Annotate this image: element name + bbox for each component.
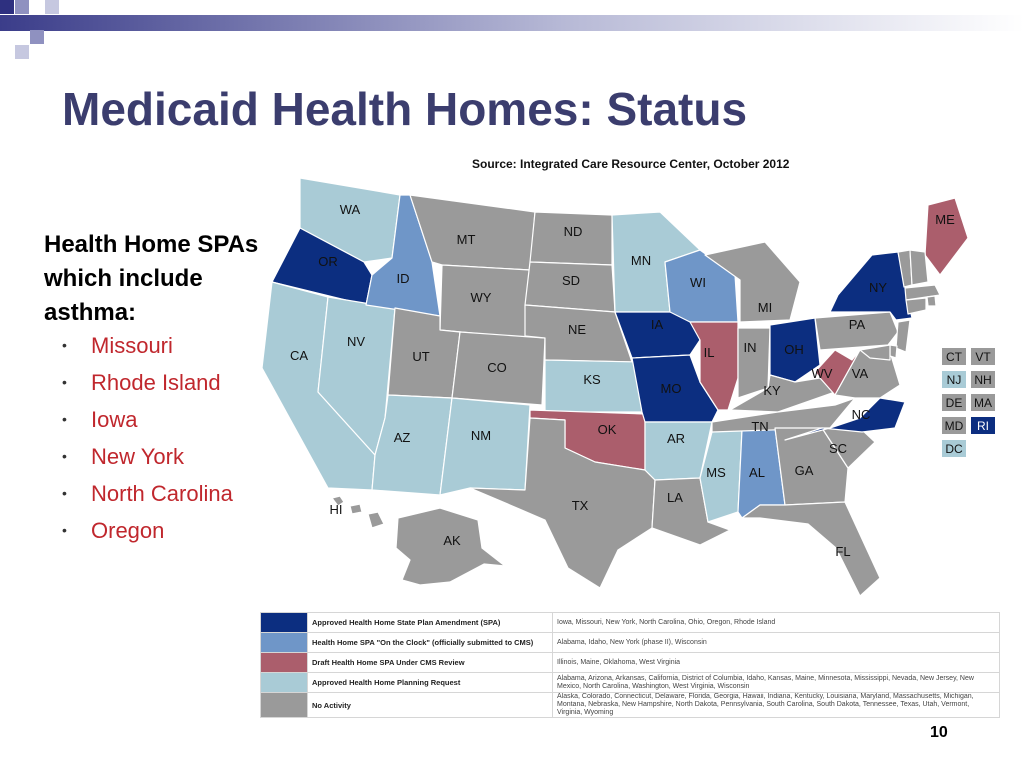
state-shape [440,398,530,495]
small-state-box: DC [941,439,967,458]
state-label: WA [339,202,361,217]
legend-label: Draft Health Home SPA Under CMS Review [308,653,553,673]
state-label: NM [470,428,492,443]
us-status-map [255,168,1024,608]
status-legend [260,612,1000,718]
state-label: AZ [393,430,411,445]
state-label: TX [571,498,589,513]
state-label: NC [851,407,871,422]
state-label: WI [690,275,706,290]
state-label: UT [412,349,430,364]
state-label: NV [346,334,366,349]
bullet-item: • Rhode Island [62,370,233,407]
state-label: SC [828,441,848,456]
state-shape [927,296,936,306]
legend-row [261,693,1000,718]
state-label: ID [396,271,410,286]
state-label: MT [456,232,476,247]
state-label: IN [743,340,757,355]
state-shape [910,250,928,285]
bullet-heading: Health Home SPAs which include asthma: [44,231,259,326]
state-label: SD [561,273,581,288]
bullet-item: • North Carolina [62,481,233,518]
state-label: AR [666,431,686,446]
slide-title: Medicaid Health Homes: Status [62,83,748,135]
state-label: NE [567,322,587,337]
state-label: AL [749,465,765,480]
legend-swatch [261,673,308,693]
legend-row [261,613,1000,633]
small-state-box: MA [970,393,996,412]
state-label: OH [784,342,804,357]
small-state-box: RI [970,416,996,435]
legend-states: Iowa, Missouri, New York, North Carolina, Ohio, Oregon, Rhode Island [553,613,1000,633]
state-label: CO [487,360,507,375]
legend-swatch [261,613,308,633]
small-state-box: NH [970,370,996,389]
state-label: IA [650,317,664,332]
state-shape [906,298,926,314]
legend-label: Approved Health Home State Plan Amendment (SPA) [308,613,553,633]
state-label: VA [851,366,869,381]
state-label: IL [703,345,715,360]
state-label: HI [329,502,343,517]
small-state-box: NJ [941,370,967,389]
state-label: AK [443,533,461,548]
state-label: GA [794,463,814,478]
state-label: PA [848,317,866,332]
state-label: OR [318,254,338,269]
state-label: MO [660,381,682,396]
legend-states: Alabama, Arizona, Arkansas, California, District of Columbia, Idaho, Kansas, Maine, Minnesota, Mississippi, Nevada, New Jersey, New Mexico, North Carolina, Washington, West Virginia, Wisconsin [553,673,1000,693]
small-state-box: DE [941,393,967,412]
state-label: FL [835,544,851,559]
small-state-grid [941,347,1001,465]
state-label: WY [470,290,492,305]
corner-decoration [0,0,1024,60]
state-label: KS [583,372,601,387]
legend-label: No Activity [308,693,553,718]
state-label: CA [289,348,309,363]
legend-states: Illinois, Maine, Oklahoma, West Virginia [553,653,1000,673]
state-label: NY [868,280,888,295]
legend-row [261,673,1000,693]
state-label: MS [706,465,726,480]
small-state-box: MD [941,416,967,435]
legend-row [261,653,1000,673]
asthma-state-list [62,333,233,555]
legend-label: Approved Health Home Planning Request [308,673,553,693]
state-shape [896,320,910,352]
legend-row [261,633,1000,653]
state-shape [890,345,897,358]
page-number: 10 [930,724,948,741]
state-label: MI [757,300,773,315]
legend-swatch [261,653,308,673]
state-label: MN [630,253,652,268]
state-label: LA [667,490,683,505]
state-label: TN [751,419,769,434]
state-label: WV [811,366,833,381]
legend-swatch [261,693,308,718]
state-shape [742,502,880,596]
legend-swatch [261,633,308,653]
legend-states: Alaska, Colorado, Connecticut, Delaware, Florida, Georgia, Hawaii, Indiana, Kentucky, Louisiana, Maryland, Massachusetts, Michigan, Montana, Nebraska, New Hampshire, North Dakota, Pennsylvania, South Carolina, South Dakota, Tennessee, Texas, Utah, Vermont, Virginia, Wyoming [553,693,1000,718]
small-state-box: CT [941,347,967,366]
state-shape [925,198,968,275]
state-label: ND [563,224,583,239]
bullet-item: • New York [62,444,233,481]
legend-states: Alabama, Idaho, New York (phase II), Wisconsin [553,633,1000,653]
small-state-box: VT [970,347,996,366]
legend-label: Health Home SPA "On the Clock" (officially submitted to CMS) [308,633,553,653]
state-label: OK [597,422,617,437]
bullet-item: • Oregon [62,518,233,555]
bullet-item: • Iowa [62,407,233,444]
state-label: ME [935,212,955,227]
state-label: KY [763,383,781,398]
source-citation: Source: Integrated Care Resource Center, October 2012 [472,157,790,171]
bullet-item: • Missouri [62,333,233,370]
